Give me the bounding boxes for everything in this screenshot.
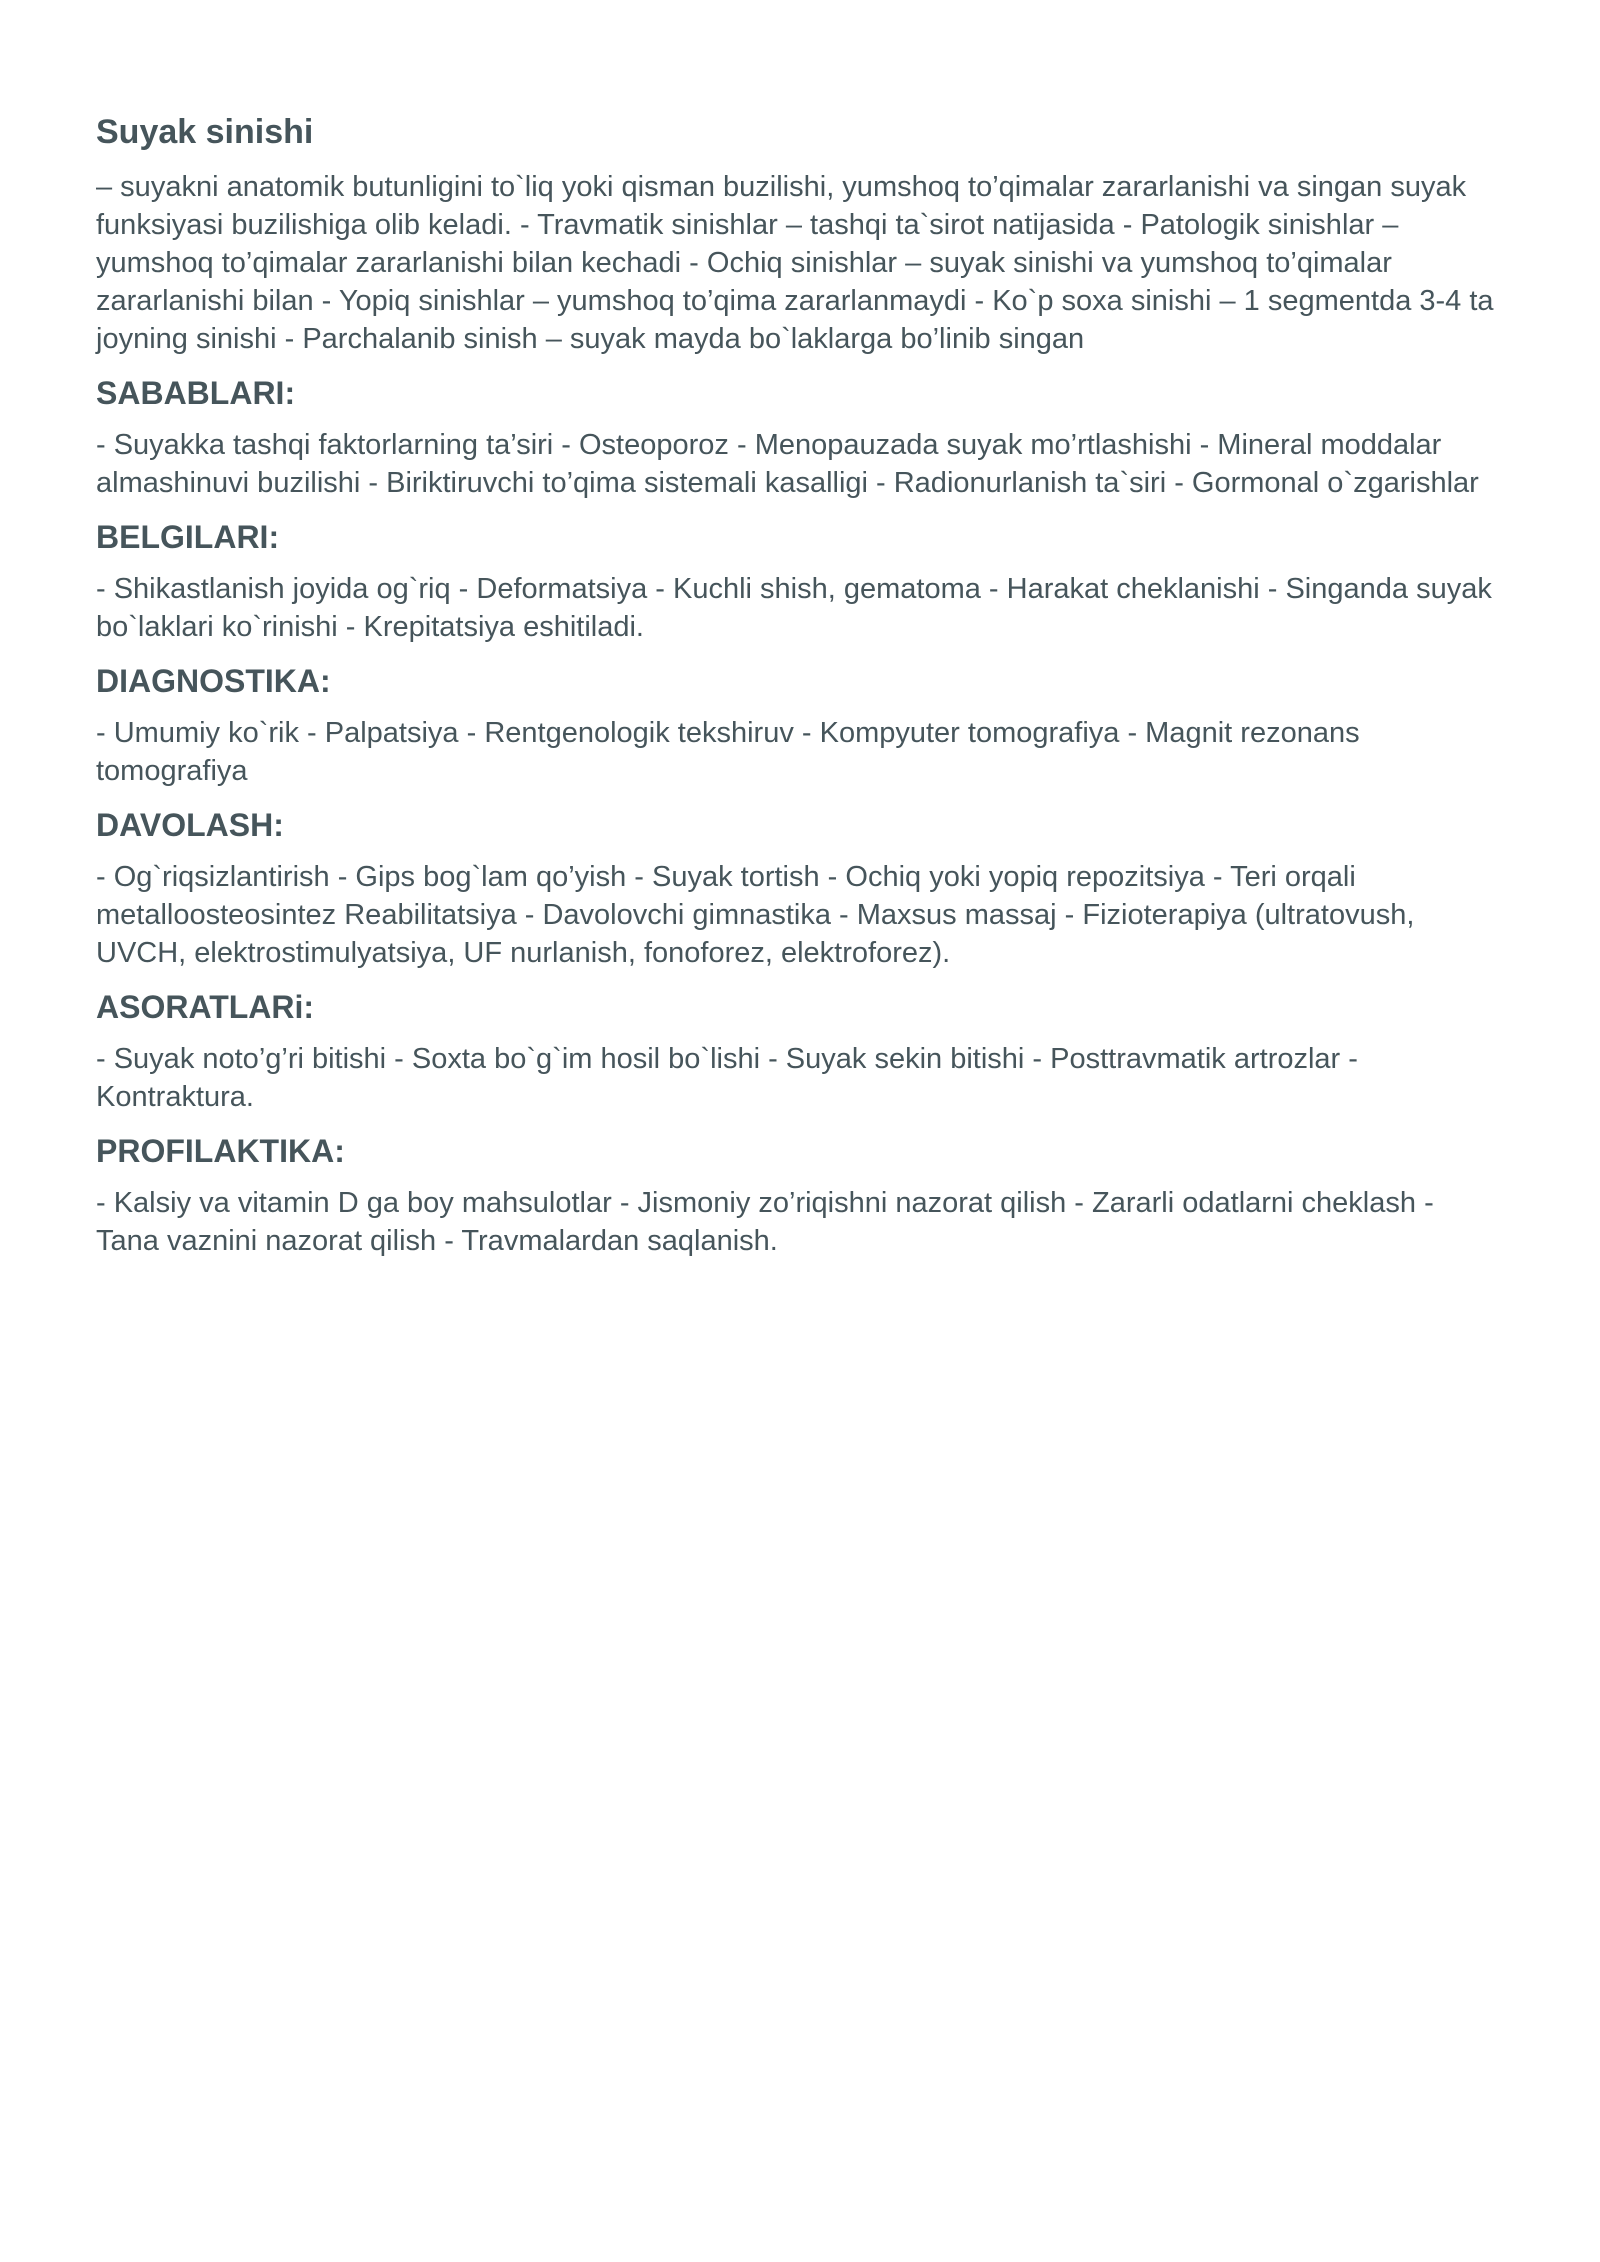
section-text-davolash: - Og`riqsizlantirish - Gips bog`lam qo’yish - Suyak tortish - Ochiq yoki yopiq repozitsiya - Teri orqali metalloosteosintez Reabilitatsiya - Davolovchi gimnastika - Maxsus massaj - Fizioterapiya (ultratovush, UVCH, elektrostimulyatsiya, UF nurlanish, fonoforez, elektroforez). [96,861,1415,969]
section-text-sabablari: - Suyakka tashqi faktorlarning ta’siri - Osteoporoz - Menopauzada suyak mo’rtlashishi - Mineral moddalar almashinuvi buzilishi - Biriktiruvchi to’qima sistemali kasalligi - Radionurlanish ta`siri - Gormonal o`zgarishlar [96,429,1479,499]
section-heading-profilaktika: PROFILAKTIKA: [96,1133,345,1169]
document-page [96,110,1501,1274]
section-text-asoratlari: - Suyak noto’g’ri bitishi - Soxta bo`g`im hosil bo`lishi - Suyak sekin bitishi - Posttravmatik artrozlar - Kontraktura. [96,1043,1358,1113]
section-heading-belgilari: BELGILARI: [96,519,280,555]
section-text-belgilari: - Shikastlanish joyida og`riq - Deformatsiya - Kuchli shish, gematoma - Harakat cheklanishi - Singanda suyak bo`laklari ko`rinishi - Krepitatsiya eshitiladi. [96,573,1492,643]
section-text-diagnostika: - Umumiy ko`rik - Palpatsiya - Rentgenologik tekshiruv - Kompyuter tomografiya - Magnit rezonans tomografiya [96,717,1360,787]
document-title: Suyak sinishi [96,113,314,151]
intro-paragraph: – suyakni anatomik butunligini to`liq yoki qisman buzilishi, yumshoq to’qimalar zararlanishi va singan suyak funksiyasi buzilishiga olib keladi. - Travmatik sinishlar – tashqi ta`sirot natijasida - Patologik sinishlar – yumshoq to’qimalar zararlanishi bilan kechadi - Ochiq sinishlar – suyak sinishi va yumshoq to’qimalar zararlanishi bilan - Yopiq sinishlar – yumshoq to’qima zararlanmaydi - Ko`p soxa sinishi – 1 segmentda 3-4 ta joyning sinishi - Parchalanib sinish – suyak mayda bo`laklarga bo’linib singan [96,171,1494,355]
section-text-profilaktika: - Kalsiy va vitamin D ga boy mahsulotlar - Jismoniy zo’riqishni nazorat qilish - Zararli odatlarni cheklash - Tana vaznini nazorat qilish - Travmalardan saqlanish. [96,1187,1434,1257]
section-heading-davolash: DAVOLASH: [96,807,284,843]
section-heading-asoratlari: ASORATLARi: [96,989,315,1025]
section-heading-sabablari: SABABLARI: [96,375,296,411]
section-heading-diagnostika: DIAGNOSTIKA: [96,663,331,699]
